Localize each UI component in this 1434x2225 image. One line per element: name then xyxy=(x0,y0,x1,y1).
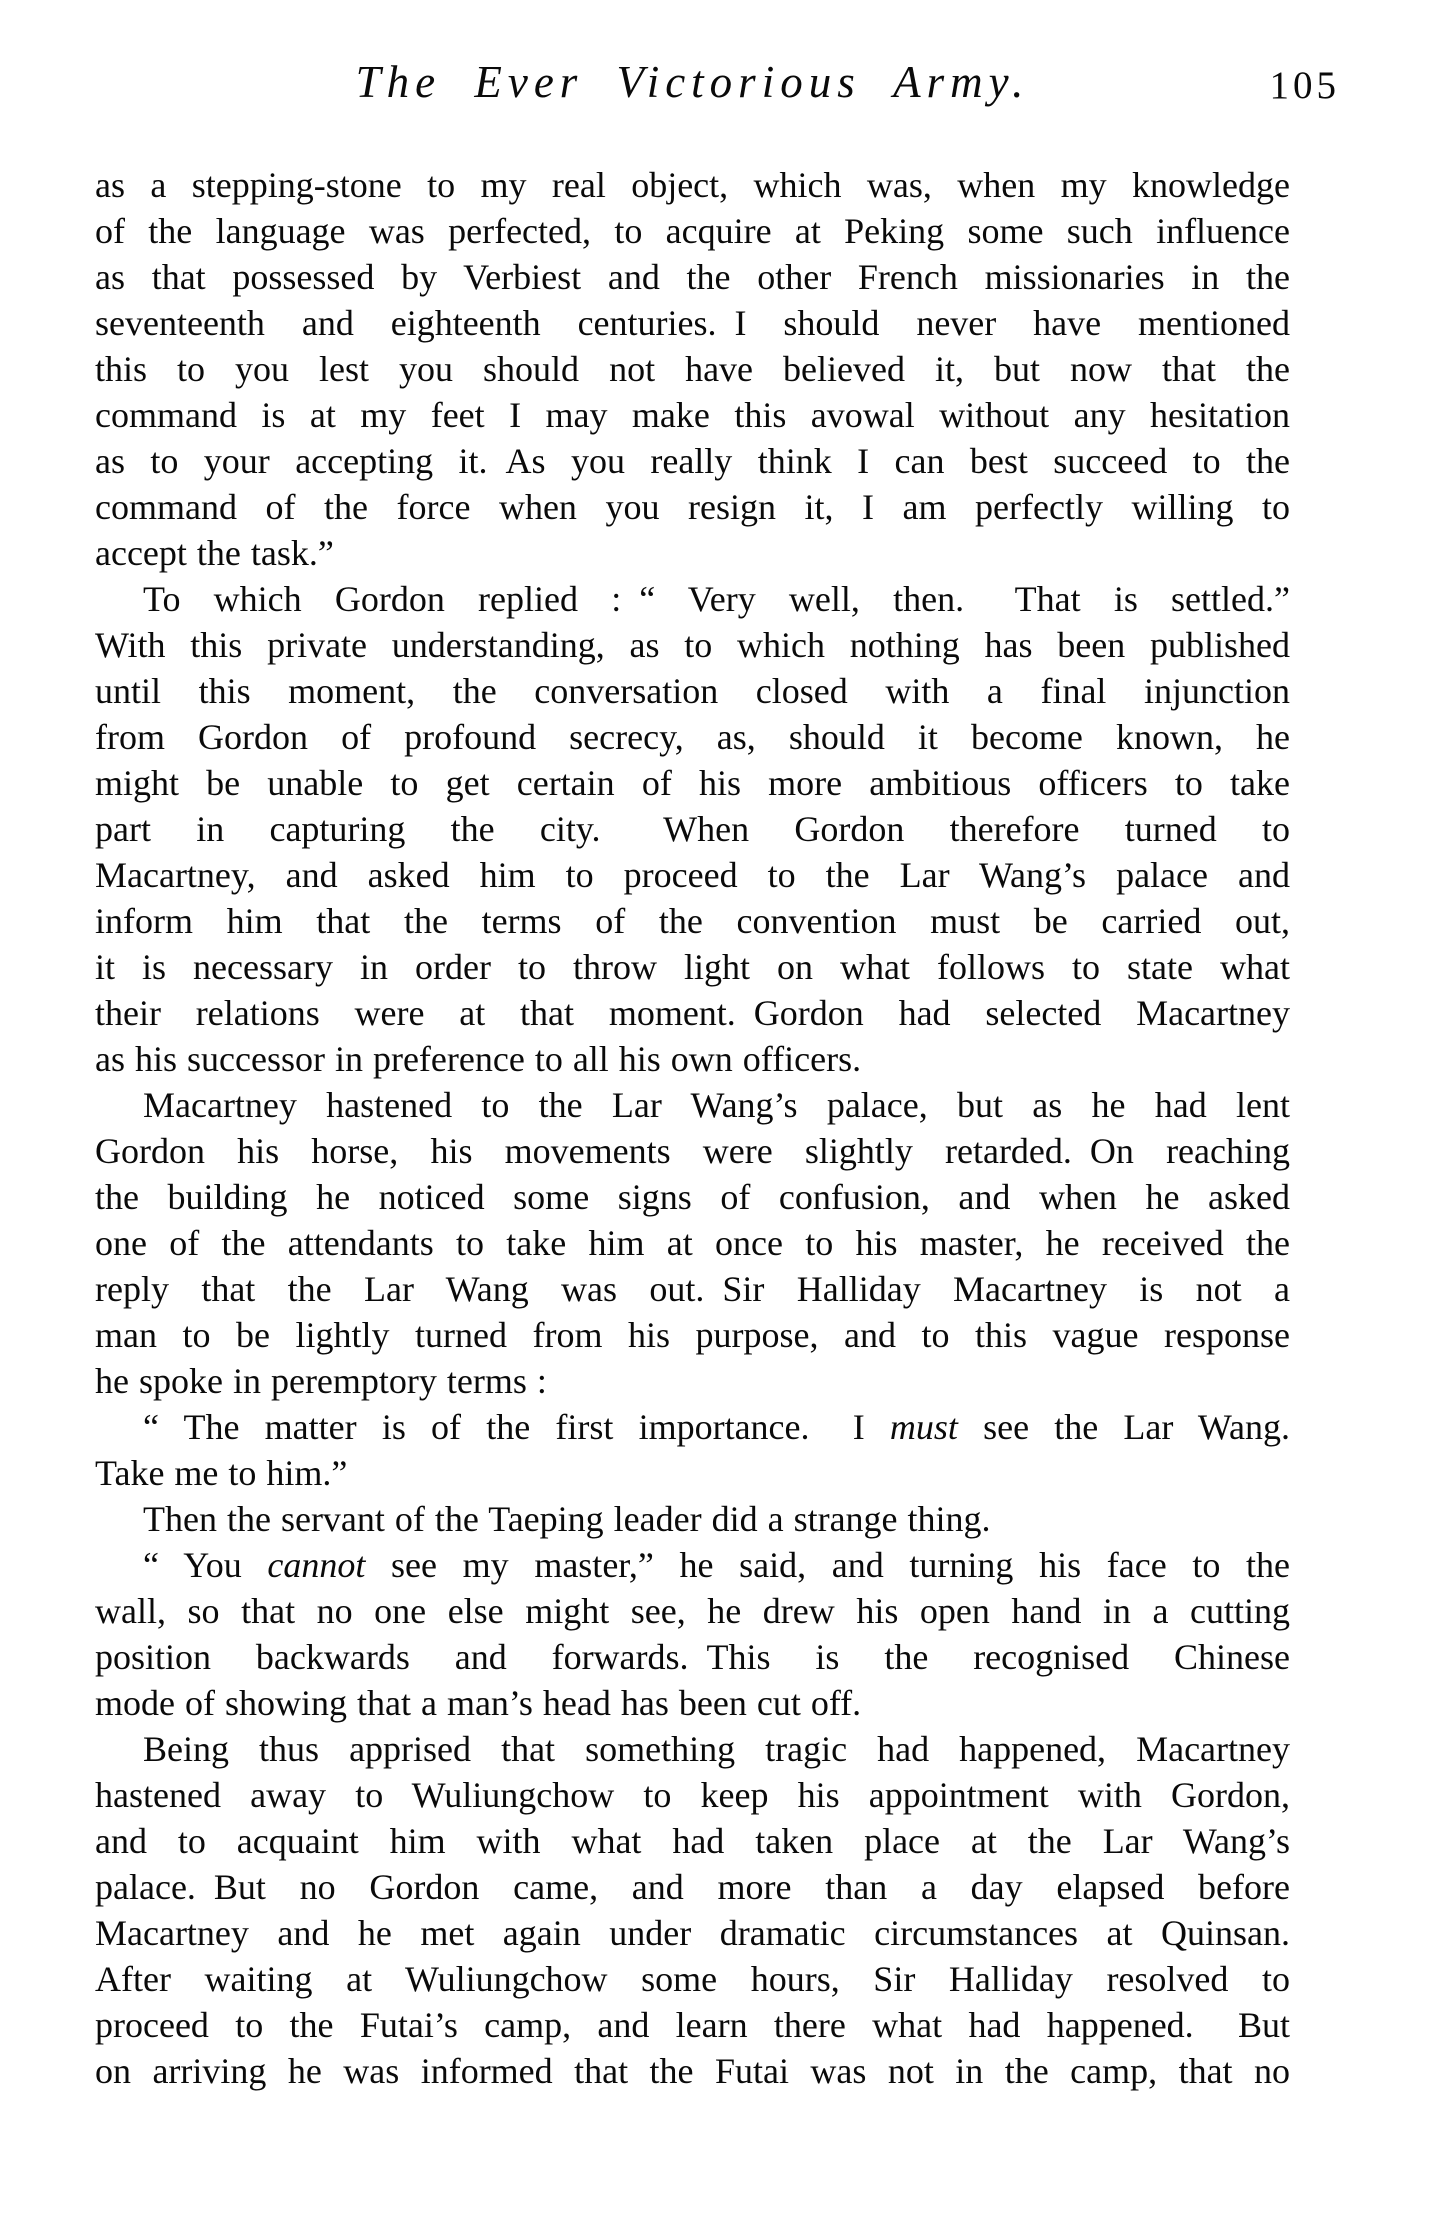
text-line: this to you lest you should not have believed it, but now that the xyxy=(95,349,1290,389)
text-segment: “ The matter is of the first importance. I xyxy=(143,1407,890,1447)
text-line: as to your accepting it. As you really think I can best succeed to the xyxy=(95,441,1290,481)
text-segment: see the Lar Wang. xyxy=(957,1407,1290,1447)
text-line: seventeenth and eighteenth centuries. I should never have mentioned xyxy=(95,303,1290,343)
running-header xyxy=(95,52,1290,112)
text-line: accept the task.” xyxy=(95,533,334,573)
text-line: from Gordon of profound secrecy, as, should it become known, he xyxy=(95,717,1290,757)
text-line: as a stepping-stone to my real object, which was, when my knowledge xyxy=(95,165,1290,205)
text-line: Being thus apprised that something tragic had happened, Macartney xyxy=(143,1729,1290,1769)
text-line: as that possessed by Verbiest and the other French missionaries in the xyxy=(95,257,1290,297)
text-line: Gordon his horse, his movements were slightly retarded. On reaching xyxy=(95,1131,1290,1171)
text-line: To which Gordon replied : “ Very well, then. That is settled.” xyxy=(143,579,1290,619)
text-line: it is necessary in order to throw light on what follows to state what xyxy=(95,947,1290,987)
paragraph xyxy=(95,576,1290,1082)
paragraph xyxy=(95,1404,1290,1496)
paragraph xyxy=(95,1082,1290,1404)
text-line: position backwards and forwards. This is the recognised Chinese xyxy=(95,1637,1290,1677)
text-line: hastened away to Wuliungchow to keep his appointment with Gordon, xyxy=(95,1775,1290,1815)
text-line: Macartney hastened to the Lar Wang’s palace, but as he had lent xyxy=(143,1085,1290,1125)
text-line: until this moment, the conversation closed with a final injunction xyxy=(95,671,1290,711)
page-body xyxy=(95,162,1290,2094)
text-line: as his successor in preference to all his own officers. xyxy=(95,1039,862,1079)
text-line: and to acquaint him with what had taken place at the Lar Wang’s xyxy=(95,1821,1290,1861)
text-line: on arriving he was informed that the Futai was not in the camp, that no xyxy=(95,2051,1290,2091)
paragraph xyxy=(95,1542,1290,1726)
text-line: part in capturing the city. When Gordon therefore turned to xyxy=(95,809,1290,849)
text-line: reply that the Lar Wang was out. Sir Halliday Macartney is not a xyxy=(95,1269,1290,1309)
text-line: After waiting at Wuliungchow some hours, Sir Halliday resolved to xyxy=(95,1959,1290,1999)
text-line: command is at my feet I may make this avowal without any hesitation xyxy=(95,395,1290,435)
text-line: of the language was perfected, to acquire at Peking some such influence xyxy=(95,211,1290,251)
text-line xyxy=(95,1404,1290,1450)
paragraph xyxy=(95,162,1290,576)
text-line: Macartney, and asked him to proceed to the Lar Wang’s palace and xyxy=(95,855,1290,895)
text-line: one of the attendants to take him at once to his master, he received the xyxy=(95,1223,1290,1263)
text-line xyxy=(95,1542,1290,1588)
text-line: proceed to the Futai’s camp, and learn there what had happened. But xyxy=(95,2005,1290,2045)
text-segment: “ You xyxy=(143,1545,268,1585)
text-line: he spoke in peremptory terms : xyxy=(95,1361,547,1401)
text-line: palace. But no Gordon came, and more than a day elapsed before xyxy=(95,1867,1290,1907)
text-line: wall, so that no one else might see, he drew his open hand in a cutting xyxy=(95,1591,1290,1631)
text-line: command of the force when you resign it, I am perfectly willing to xyxy=(95,487,1290,527)
text-line: Take me to him.” xyxy=(95,1453,348,1493)
text-line: the building he noticed some signs of confusion, and when he asked xyxy=(95,1177,1290,1217)
paragraph xyxy=(95,1726,1290,2094)
text-line: Macartney and he met again under dramatic circumstances at Quinsan. xyxy=(95,1913,1290,1953)
text-line: Then the servant of the Taeping leader did a strange thing. xyxy=(143,1499,991,1539)
emphasized-word: cannot xyxy=(267,1545,366,1585)
emphasized-word: must xyxy=(889,1407,958,1447)
text-line: man to be lightly turned from his purpose, and to this vague response xyxy=(95,1315,1290,1355)
text-line: might be unable to get certain of his more ambitious officers to take xyxy=(95,763,1290,803)
page-title: The Ever Victorious Army. xyxy=(355,57,1030,107)
text-line: mode of showing that a man’s head has been cut off. xyxy=(95,1683,862,1723)
text-segment: see my master,” he said, and turning his face to the xyxy=(365,1545,1290,1585)
text-line: With this private understanding, as to which nothing has been published xyxy=(95,625,1290,665)
text-line: inform him that the terms of the convention must be carried out, xyxy=(95,901,1290,941)
page-number: 105 xyxy=(1269,64,1340,107)
paragraph xyxy=(95,1496,1290,1542)
text-line: their relations were at that moment. Gordon had selected Macartney xyxy=(95,993,1290,1033)
